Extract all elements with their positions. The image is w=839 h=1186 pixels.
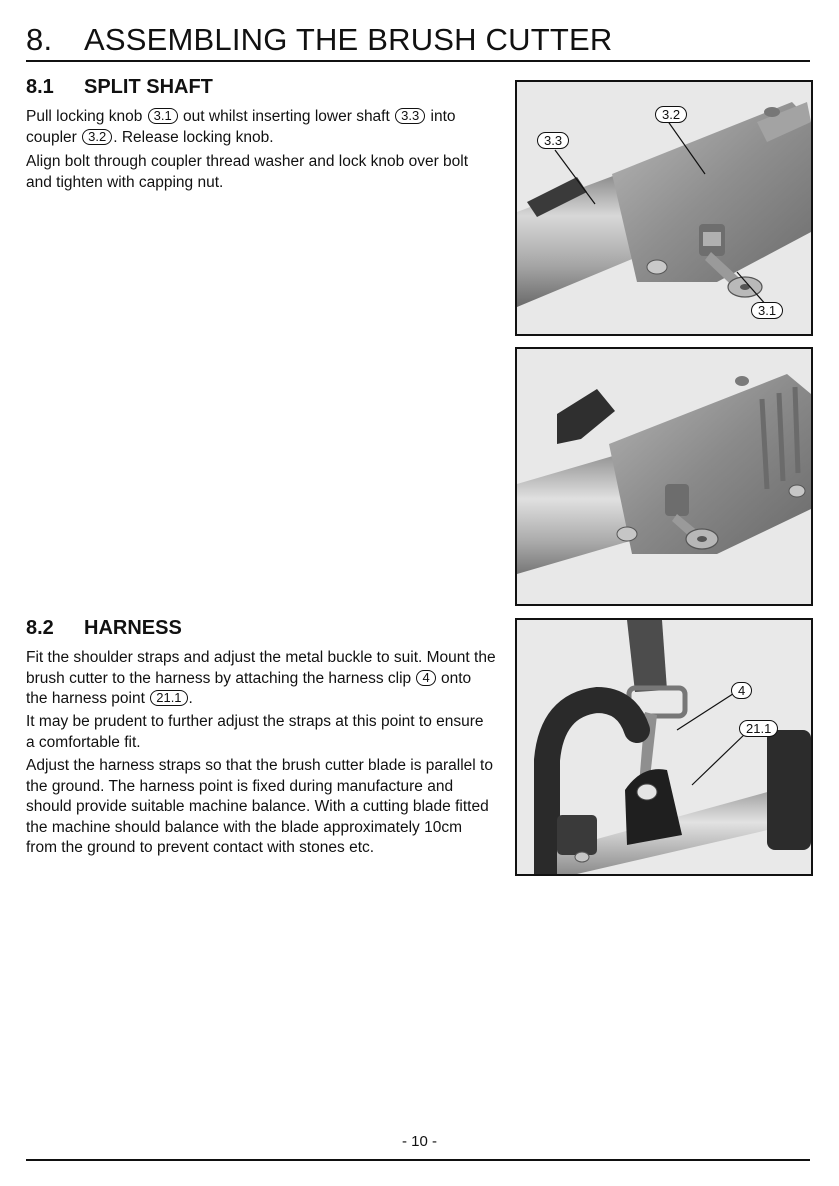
- page-title: [26, 22, 612, 58]
- section-number: 8.1: [26, 76, 54, 98]
- text-run: .: [188, 690, 193, 707]
- harness-instruction-1: [26, 648, 496, 710]
- reference-badge: 3.3: [395, 108, 425, 124]
- figure-harness: [515, 618, 813, 876]
- figure-split-shaft-callouts: [515, 80, 813, 336]
- section-title: SPLIT SHAFT: [84, 76, 213, 98]
- section-heading-split-shaft: [26, 76, 213, 99]
- text-run: into coupler: [26, 108, 456, 146]
- callout-lower-shaft: 3.3: [537, 132, 569, 149]
- text-run: . Release locking knob.: [113, 128, 274, 146]
- text-run: Pull locking knob: [26, 108, 143, 125]
- callout-locking-knob: 3.1: [751, 302, 783, 319]
- page-number: - 10 -: [401, 1133, 437, 1150]
- shaft-coupler-assembled-illustration: [517, 349, 811, 604]
- callout-coupler: 3.2: [655, 106, 687, 123]
- section-title: HARNESS: [84, 617, 182, 639]
- split-shaft-instruction-1: [26, 107, 496, 148]
- text-run: Fit the shoulder straps and adjust the metal buckle to suit. Mount the brush cutter to the harness by attaching the harness clip: [26, 649, 496, 687]
- chapter-title: ASSEMBLING THE BRUSH CUTTER: [84, 22, 613, 57]
- header-rule: [26, 60, 810, 62]
- callout-harness-point: 21.1: [739, 720, 778, 737]
- section-heading-harness: [26, 617, 182, 640]
- reference-badge: 3.1: [148, 108, 178, 124]
- reference-badge: 21.1: [150, 690, 187, 706]
- text-run: onto the harness point: [26, 669, 472, 707]
- harness-instruction-3: Adjust the harness straps so that the brush cutter blade is parallel to the ground. The harness point is fixed during manufacture and should provide suitable machine balance. With a cutting blade fitted the machine should balance with the blade approximately 10cm from the ground to prevent contact with stones etc.: [26, 757, 493, 856]
- callout-harness-clip: 4: [731, 682, 752, 699]
- harness-instruction-2: It may be prudent to further adjust the straps at this point to ensure a comfortable fit.: [26, 713, 484, 751]
- section-number: 8.2: [26, 617, 54, 639]
- chapter-number: 8.: [26, 22, 53, 57]
- reference-badge: 4: [416, 670, 435, 686]
- split-shaft-instruction-2: Align bolt through coupler thread washer and lock knob over bolt and tighten with capping nut.: [26, 153, 469, 191]
- footer-rule: [26, 1159, 810, 1161]
- figure-split-shaft-assembled: [515, 347, 813, 606]
- reference-badge: 3.2: [82, 129, 112, 145]
- harness-illustration: [517, 620, 811, 874]
- text-run: out whilst inserting lower shaft: [183, 108, 390, 125]
